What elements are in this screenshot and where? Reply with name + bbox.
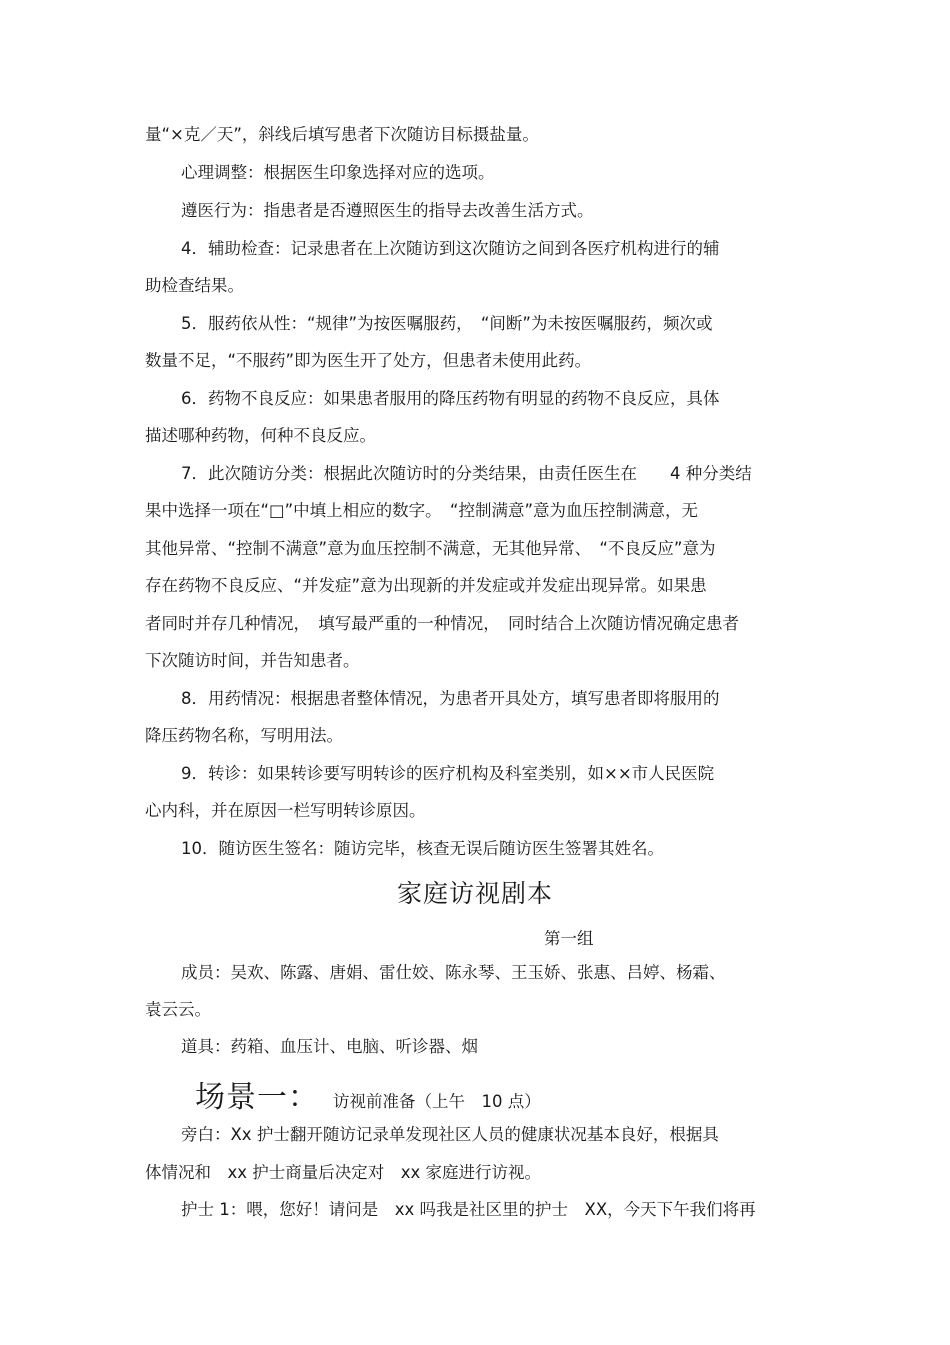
text-line: 8．用药情况：根据患者整体情况，为患者开具处方，填写患者即将服用的 — [181, 689, 720, 708]
text-line: 果中选择一项在“□”中填上相应的数字。 “控制满意”意为血压控制满意，无 — [145, 501, 699, 520]
text-line: 助检查结果。 — [145, 276, 244, 295]
text-line: 9．转诊：如果转诊要写明转诊的医疗机构及科室类别，如××市人民医院 — [181, 764, 715, 783]
text-line: 心理调整：根据医生印象选择对应的选项。 — [181, 163, 495, 182]
text-line: 其他异常、“控制不满意”意为血压控制不满意，无其他异常、 “不良反应”意为 — [145, 539, 716, 558]
group-label: 第一组 — [544, 929, 594, 948]
scene-heading — [195, 1072, 541, 1116]
dialogue-line: 旁白：Xx 护士翻开随访记录单发现社区人员的健康状况基本良好，根据具 — [181, 1125, 719, 1144]
text-line: 5．服药依从性：“规律”为按医嘱服药， “间断”为未按医嘱服药，频次或 — [181, 314, 713, 333]
text-line: 6．药物不良反应：如果患者服用的降压药物有明显的药物不良反应，具体 — [181, 389, 720, 408]
text-line: 存在药物不良反应、“并发症”意为出现新的并发症或并发症出现异常。如果患 — [145, 576, 707, 595]
text-line: 描述哪种药物，何种不良反应。 — [145, 426, 376, 445]
text-line: 4．辅助检查：记录患者在上次随访到这次随访之间到各医疗机构进行的辅 — [181, 239, 720, 258]
scene-description: 访视前准备（上午 10 点） — [333, 1092, 541, 1111]
text-line: 遵医行为：指患者是否遵照医生的指导去改善生活方式。 — [181, 201, 594, 220]
members-line: 袁云云。 — [145, 1000, 211, 1019]
members-line: 成员：吴欢、陈露、唐娟、雷仕姣、陈永琴、王玉娇、张惠、吕婷、杨霜、 — [181, 963, 726, 982]
text-line: 者同时并存几种情况， 填写最严重的一种情况， 同时结合上次随访情况确定患者 — [145, 614, 739, 633]
text-line: 量“×克／天”，斜线后填写患者下次随访目标摄盐量。 — [145, 125, 539, 144]
text-line: 7．此次随访分类：根据此次随访时的分类结果，由责任医生在 4 种分类结 — [181, 464, 752, 483]
text-line: 心内科，并在原因一栏写明转诊原因。 — [145, 801, 426, 820]
script-title: 家庭访视剧本 — [396, 879, 553, 908]
text-line: 数量不足，“不服药”即为医生开了处方，但患者未使用此药。 — [145, 351, 592, 370]
dialogue-line: 护士 1：喂，您好！请问是 xx 吗我是社区里的护士 XX，今天下午我们将再 — [181, 1200, 756, 1219]
text-line: 降压药物名称，写明用法。 — [145, 726, 343, 745]
dialogue-line: 体情况和 xx 护士商量后决定对 xx 家庭进行访视。 — [145, 1163, 542, 1182]
text-line: 下次随访时间，并告知患者。 — [145, 651, 360, 670]
scene-title: 场景一： — [195, 1080, 319, 1115]
props-line: 道具：药箱、血压计、电脑、听诊器、烟 — [181, 1037, 478, 1056]
text-line: 10．随访医生签名：随访完毕，核查无误后随访医生签署其姓名。 — [181, 839, 664, 858]
